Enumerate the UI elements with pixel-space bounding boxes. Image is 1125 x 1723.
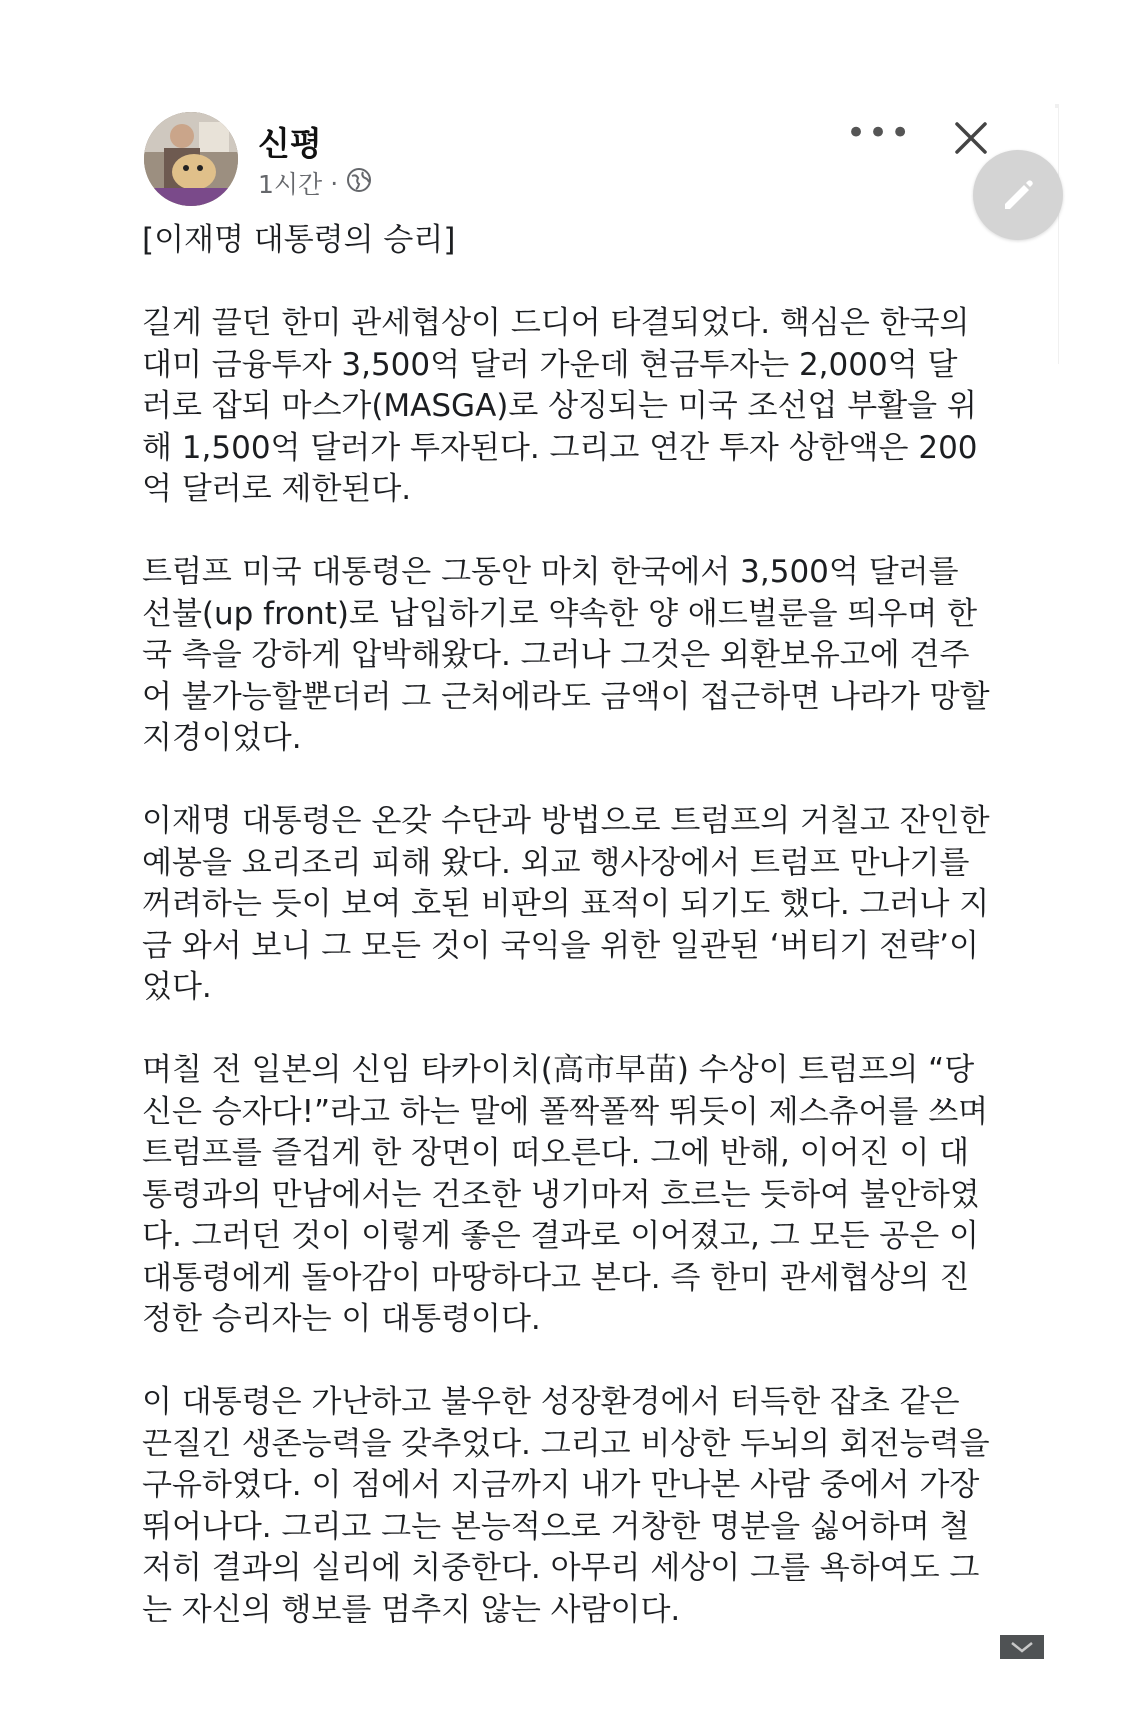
paragraph-4 bbox=[142, 1050, 1022, 1341]
expand-toggle-button[interactable] bbox=[1000, 1635, 1044, 1659]
text-line: 대미 금융투자 3,500억 달러 가운데 현금투자는 2,000억 달 bbox=[142, 346, 958, 383]
paragraph-1 bbox=[142, 303, 1022, 511]
text-line: 통령과의 만남에서는 건조한 냉기마저 흐르는 듯하여 불안하였 bbox=[142, 1176, 980, 1213]
text-line: 신은 승자다!”라고 하는 말에 폴짝폴짝 뛰듯이 제스츄어를 쓰며 bbox=[142, 1093, 989, 1130]
post-title: [이재명 대통령의 승리] bbox=[142, 222, 456, 258]
text-line: 어 불가능할뿐더러 그 근처에라도 금액이 접근하면 나라가 망할 bbox=[142, 678, 990, 715]
more-options-button[interactable] bbox=[846, 113, 913, 153]
text-line: 다. 그러던 것이 이렇게 좋은 결과로 이어졌고, 그 모든 공은 이 bbox=[142, 1218, 979, 1254]
text-line: 러로 잡되 마스가(MASGA)로 상징되는 미국 조선업 부활을 위 bbox=[142, 388, 977, 424]
text-line: 트럼프 미국 대통령은 그동안 마치 한국에서 3,500억 달러를 bbox=[142, 554, 959, 590]
author-name[interactable]: 신평 bbox=[258, 124, 322, 163]
close-button[interactable] bbox=[947, 114, 995, 162]
text-line: 는 자신의 행보를 멈추지 않는 사람이다. bbox=[142, 1591, 681, 1628]
avatar[interactable] bbox=[144, 112, 238, 206]
globe-icon bbox=[346, 167, 372, 199]
text-line: 꺼려하는 듯이 보여 호된 비판의 표적이 되기도 했다. 그러나 지 bbox=[142, 886, 990, 922]
facebook-post bbox=[118, 108, 1058, 1648]
text-line: 며칠 전 일본의 신임 타카이치(高市早苗) 수상이 트럼프의 “당 bbox=[142, 1052, 975, 1088]
close-icon bbox=[947, 114, 995, 162]
text-line: 뛰어나다. 그리고 그는 본능적으로 거창한 명분을 싫어하며 철 bbox=[142, 1508, 970, 1545]
post-meta bbox=[258, 165, 372, 201]
chevron-down-icon bbox=[1000, 1635, 1044, 1659]
text-line: 끈질긴 생존능력을 갖추었다. 그리고 비상한 두뇌의 회전능력을 bbox=[142, 1425, 990, 1462]
post-body bbox=[142, 220, 1022, 1631]
text-line: 저히 결과의 실리에 치중한다. 아무리 세상이 그를 욕하여도 그 bbox=[142, 1550, 980, 1586]
text-line: 선불(up front)로 납입하기로 약속한 양 애드벌룬을 띄우며 한 bbox=[142, 595, 978, 632]
text-line: 억 달러로 제한된다. bbox=[142, 471, 412, 507]
text-line: 예봉을 요리조리 피해 왔다. 외교 행사장에서 트럼프 만나기를 bbox=[142, 844, 970, 881]
text-line: 길게 끌던 한미 관세협상이 드디어 타결되었다. 핵심은 한국의 bbox=[142, 305, 970, 341]
text-line: 이 대통령은 가난하고 불우한 성장환경에서 터득한 잡초 같은 bbox=[142, 1384, 960, 1420]
more-options-icon: ••• bbox=[846, 113, 913, 153]
text-line: 이재명 대통령은 온갖 수단과 방법으로 트럼프의 거칠고 잔인한 bbox=[142, 803, 990, 839]
post-time[interactable]: 1시간 bbox=[258, 170, 323, 199]
text-line: 정한 승리자는 이 대통령이다. bbox=[142, 1301, 541, 1337]
text-line: 금 와서 보니 그 모든 것이 국익을 위한 일관된 ‘버티기 전략’이 bbox=[142, 927, 979, 964]
paragraph-5 bbox=[142, 1382, 1022, 1631]
paragraph-3 bbox=[142, 801, 1022, 1009]
meta-separator: · bbox=[330, 168, 339, 198]
text-line: 해 1,500억 달러가 투자된다. 그리고 연간 투자 상한액은 200 bbox=[142, 429, 978, 466]
paragraph-2 bbox=[142, 552, 1022, 760]
text-line: 트럼프를 즐겁게 한 장면이 떠오른다. 그에 반해, 이어진 이 대 bbox=[142, 1135, 970, 1171]
text-line: 지경이었다. bbox=[142, 720, 302, 756]
pencil-icon bbox=[997, 174, 1039, 216]
text-line: 었다. bbox=[142, 969, 212, 1005]
text-line: 국 측을 강하게 압박해왔다. 그러나 그것은 외환보유고에 견주 bbox=[142, 637, 970, 673]
text-line: 구유하였다. 이 점에서 지금까지 내가 만나본 사람 중에서 가장 bbox=[142, 1467, 980, 1503]
text-line: 대통령에게 돌아감이 마땅하다고 본다. 즉 한미 관세협상의 진 bbox=[142, 1259, 970, 1296]
